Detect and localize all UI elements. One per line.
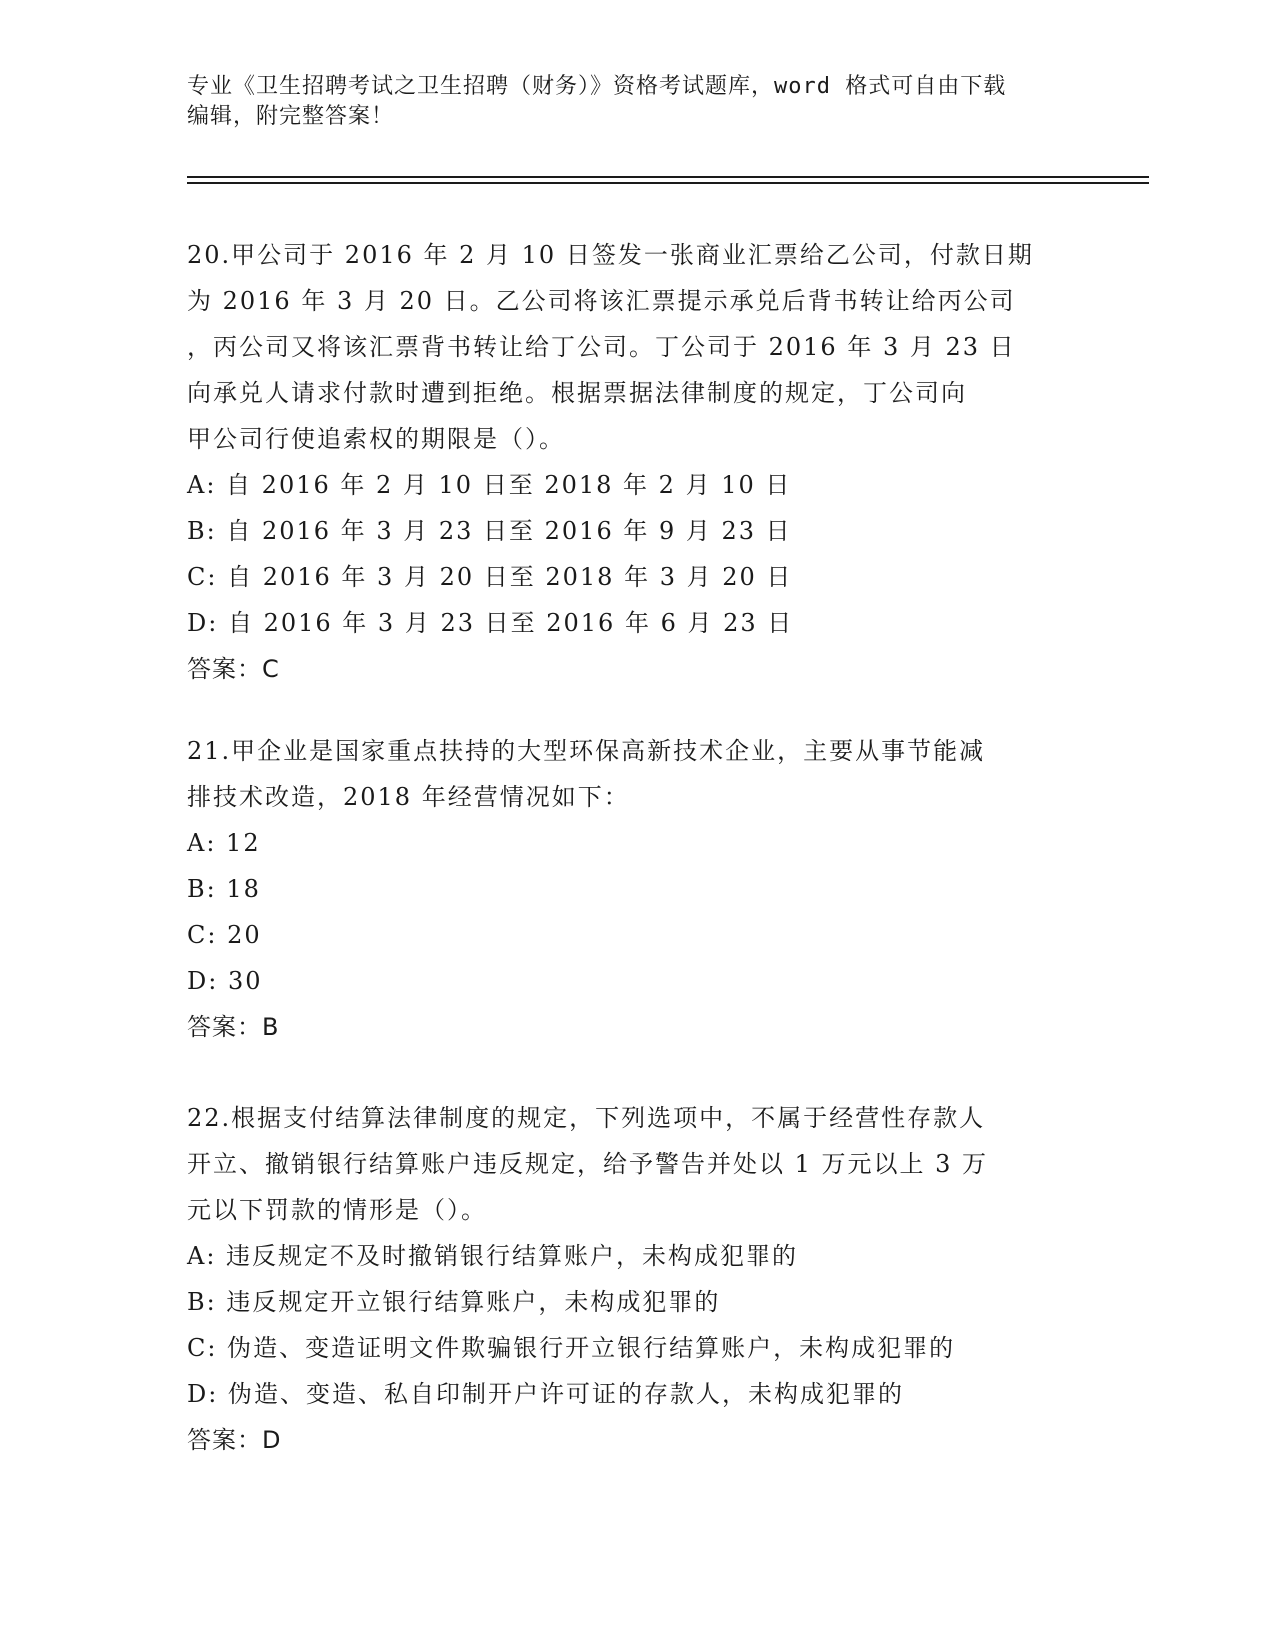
header-line: 专业《卫生招聘考试之卫生招聘（财务）》资格考试题库，word 格式可自由下载 [187,74,1007,99]
option-d: D: 伪造、变造、私自印制开户许可证的存款人，未构成犯罪的 [187,1380,904,1408]
option-b: B: 18 [187,875,261,903]
header-divider [187,176,1149,178]
answer-line: 答案：C [187,655,280,683]
question-stem-line: 21.甲企业是国家重点扶持的大型环保高新技术企业，主要从事节能减 [187,737,986,765]
question-stem-line: 开立、撤销银行结算账户违反规定，给予警告并处以 1 万元以上 3 万 [187,1150,989,1178]
question-stem-line: 20.甲公司于 2016 年 2 月 10 日签发一张商业汇票给乙公司，付款日期 [187,241,1034,269]
option-d: D: 30 [187,967,263,995]
option-a: A: 自 2016 年 2 月 10 日至 2018 年 2 月 10 日 [187,471,792,499]
question-20 [187,232,1087,692]
question-22 [187,1095,1087,1463]
option-list [187,820,1087,1004]
option-list [187,1233,1087,1417]
question-stem-line: ，丙公司又将该汇票背书转让给丁公司。丁公司于 2016 年 3 月 23 日 [187,333,1016,361]
option-a: A: 违反规定不及时撤销银行结算账户，未构成犯罪的 [187,1242,799,1270]
option-b: B: 违反规定开立银行结算账户，未构成犯罪的 [187,1288,721,1316]
option-list [187,462,1087,646]
question-stem-line: 为 2016 年 3 月 20 日。乙公司将该汇票提示承兑后背书转让给丙公司 [187,287,1016,315]
question-stem-line: 22.根据支付结算法律制度的规定，下列选项中，不属于经营性存款人 [187,1104,986,1132]
question-stem-line: 元以下罚款的情形是（）。 [187,1196,487,1224]
answer-line: 答案：B [187,1013,280,1041]
option-b: B: 自 2016 年 3 月 23 日至 2016 年 9 月 23 日 [187,517,792,545]
option-a: A: 12 [187,829,261,857]
document-header [187,72,1067,132]
header-line: 编辑，附完整答案！ [187,104,395,129]
answer-line: 答案：D [187,1426,282,1454]
question-21 [187,728,1087,1050]
option-c: C: 伪造、变造证明文件欺骗银行开立银行结算账户，未构成犯罪的 [187,1334,956,1362]
option-c: C: 自 2016 年 3 月 20 日至 2018 年 3 月 20 日 [187,563,793,591]
option-d: D: 自 2016 年 3 月 23 日至 2016 年 6 月 23 日 [187,609,794,637]
question-stem-line: 向承兑人请求付款时遭到拒绝。根据票据法律制度的规定，丁公司向 [187,379,967,407]
option-c: C: 20 [187,921,262,949]
question-stem-line: 甲公司行使追索权的期限是（）。 [187,425,565,453]
header-divider [187,182,1149,184]
question-stem-line: 排技术改造，2018 年经营情况如下： [187,783,630,811]
